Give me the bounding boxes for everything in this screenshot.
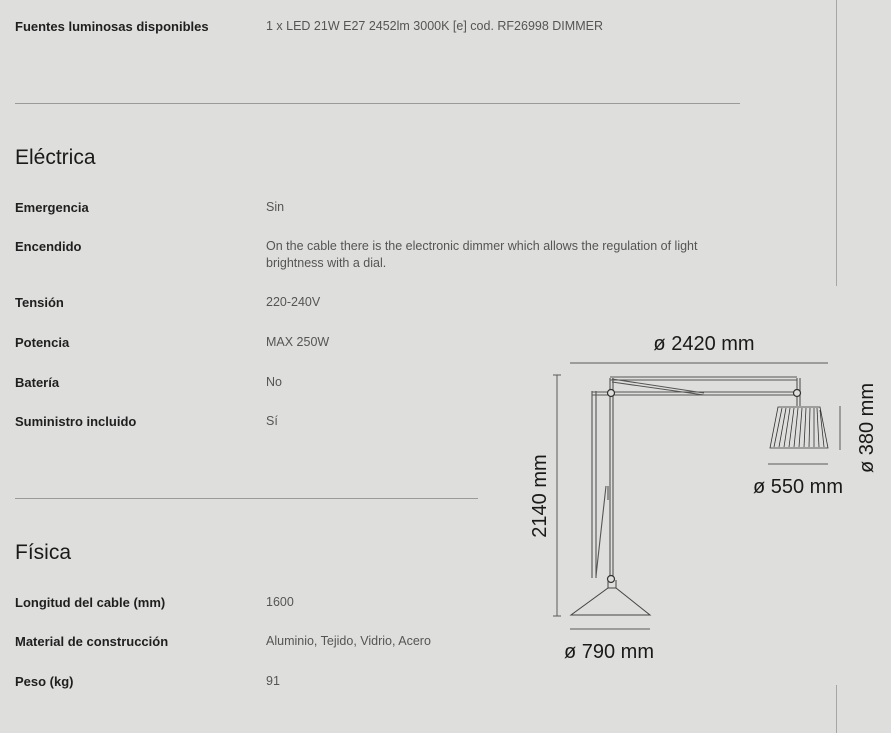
light-sources-label: Fuentes luminosas disponibles [15, 19, 209, 34]
spec-value-bateria: No [266, 375, 282, 389]
light-sources-value: 1 x LED 21W E27 2452lm 3000K [e] cod. RF26998 DIMMER [266, 19, 603, 33]
section-divider [15, 103, 740, 104]
section-title-fisica: Física [15, 541, 72, 564]
column-border [836, 685, 837, 733]
spec-label-material: Material de construcción [15, 634, 169, 649]
spec-value-tension: 220-240V [266, 295, 321, 309]
spec-label-bateria: Batería [15, 375, 60, 390]
spec-value-emergencia: Sin [266, 200, 285, 214]
spec-value-encendido: On the cable there is the electronic dimmer which allows the regulation of light brightness with a dial. [266, 239, 698, 270]
lamp-base [571, 580, 650, 615]
spec-value-material: Aluminio, Tejido, Vidrio, Acero [266, 634, 431, 648]
spec-label-emergencia: Emergencia [15, 200, 89, 215]
spec-value-potencia: MAX 250W [266, 335, 330, 349]
spec-label-potencia: Potencia [15, 335, 70, 350]
joint [608, 576, 615, 583]
section-title-electrica: Eléctrica [15, 146, 96, 169]
column-border [836, 0, 837, 286]
lamp-shade [770, 407, 828, 448]
spec-label-encendido: Encendido [15, 239, 82, 254]
joint [794, 390, 801, 397]
section-divider [15, 498, 478, 499]
joint [608, 390, 615, 397]
spec-value-suministro: Sí [266, 414, 278, 428]
shade-height-dimension-label: ø 380 mm [856, 382, 878, 474]
spec-value-peso: 91 [266, 674, 280, 688]
shade-diameter-dimension-label: ø 550 mm [752, 476, 844, 498]
spec-label-longitud-cable: Longitud del cable (mm) [15, 595, 166, 610]
spec-label-suministro: Suministro incluido [15, 414, 137, 429]
width-dimension-label: ø 2420 mm [653, 333, 755, 355]
spec-label-peso: Peso (kg) [15, 674, 74, 689]
base-diameter-dimension-label: ø 790 mm [563, 641, 655, 663]
spec-label-tension: Tensión [15, 295, 64, 310]
spec-value-longitud-cable: 1600 [266, 595, 294, 609]
lamp-dimension-diagram [520, 320, 880, 680]
height-dimension-label: 2140 mm [529, 454, 551, 538]
